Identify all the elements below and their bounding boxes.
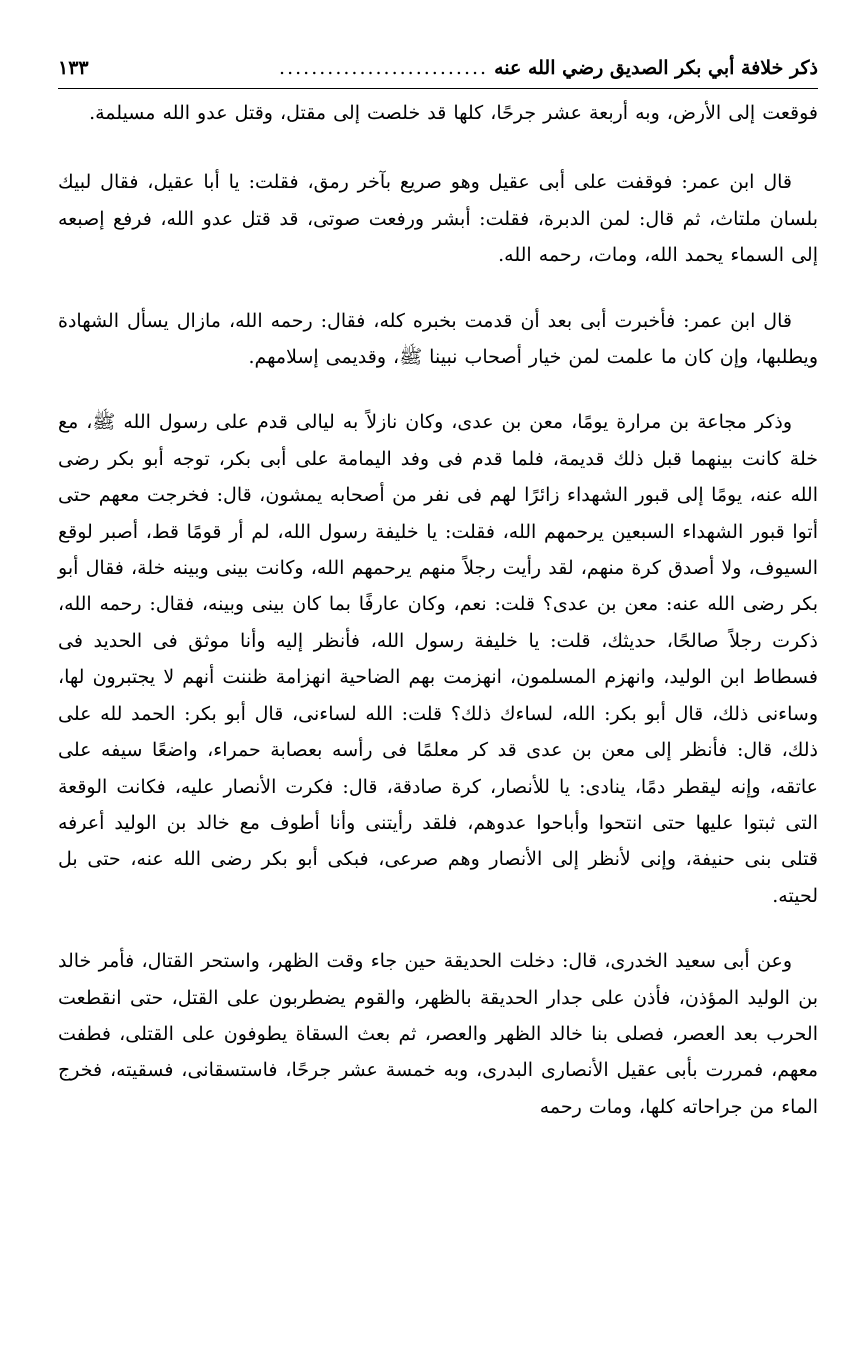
paragraph-1: فوقعت إلى الأرض، وبه أربعة عشر جرحًا، كلها قد خلصت إلى مقتل، وقتل عدو الله مسيلمة. [89,102,818,124]
leader-dots: .......................... [279,57,489,79]
page-number: ١٣٣ [58,57,89,79]
paragraph-2: قال ابن عمر: فوقفت على أبى عقيل وهو صريع بآخر رمق، فقلت: يا أبا عقيل، فقال لبيك بلسان ملتاث، ثم قال: لمن الدبرة، فقلت: أبشر ورفعت صوتى، قد قتل عدو الله، فرفع إصبعه إلى السماء يحمد الله، ومات، رحمه الله. [58,171,818,267]
running-title: ذكر خلافة أبي بكر الصديق رضي الله عنه [494,57,818,79]
page-header [58,48,818,89]
book-page [58,48,818,1125]
paragraph-3: قال ابن عمر: فأخبرت أبى بعد أن قدمت بخبره كله، فقال: رحمه الله، مازال يسأل الشهادة ويطلبها، وإن كان ما علمت لمن خيار أصحاب نبينا ﷺ، وقديمى إسلامهم. [58,309,818,369]
paragraph-5: وعن أبى سعيد الخدرى، قال: دخلت الحديقة حين جاء وقت الظهر، واستحر القتال، فأمر خالد بن الوليد المؤذن، فأذن على جدار الحديقة بالظهر، والقوم يضطربون على القتل، حتى انقطعت الحرب بعد العصر، فصلى بنا خالد الظهر والعصر، ثم بعث السقاة يطوفون على القتلى، فطفت معهم، فمررت بأبى عقيل الأنصارى البدرى، وبه خمسة عشر جرحًا، فاستسقانى، فسقيته، فخرج الماء من جراحاته كلها، ومات رحمه [58,950,818,1118]
paragraph-4: وذكر مجاعة بن مرارة يومًا، معن بن عدى، وكان نازلاً به ليالى قدم على رسول الله ﷺ، مع خلة كانت بينهما قبل ذلك قديمة، فلما قدم فى وفد اليمامة على أبى بكر، توجه أبو بكر رضى الله عنه، يومًا إلى قبور الشهداء زائرًا لهم فى نفر من أصحابه يمشون، قال: فخرجت معهم حتى أتوا قبور الشهداء السبعين يرحمهم الله، فقلت: يا خليفة رسول الله، لم أر قومًا قط، أصبر لوقع السيوف، ولا أصدق كرة منهم، لقد رأيت رجلاً منهم يرحمهم الله، وكانت بينى وبينه خلة، فقال أبو بكر رضى الله عنه: معن بن عدى؟ قلت: نعم، وكان عارفًا بما كان بينى وبينه، فقال: رحمه الله، ذكرت رجلاً صالحًا، حديثك، قلت: يا خليفة رسول الله، فأنظر إليه وأنا موثق فى الحديد فى فسطاط ابن الوليد، وانهزم المسلمون، انهزمت بهم الضاحية انهزامة ظننت أنهم لا يجتبرون لها، وساءنى ذلك، قال أبو بكر: الله، لساءك ذلك؟ قلت: الله لساءنى، قال أبو بكر: الحمد لله على ذلك، قال: فأنظر إلى معن بن عدى قد كر معلمًا فى رأسه بعصابة حمراء، واضعًا سيفه على عاتقه، وإنه ليقطر دمًا، ينادى: يا للأنصار، كرة صادقة، قال: فكرت الأنصار عليه، فكانت الوقعة التى ثبتوا عليها حتى انتحوا وأباحوا عدوهم، فلقد رأيتنى وأنا أطوف مع خالد بن الوليد أعرفه قتلى بنى حنيفة، وإنى لأنظر إلى الأنصار وهم صرعى، فبكى أبو بكر رضى الله عنه، حتى بل لحيته. [58,411,818,907]
